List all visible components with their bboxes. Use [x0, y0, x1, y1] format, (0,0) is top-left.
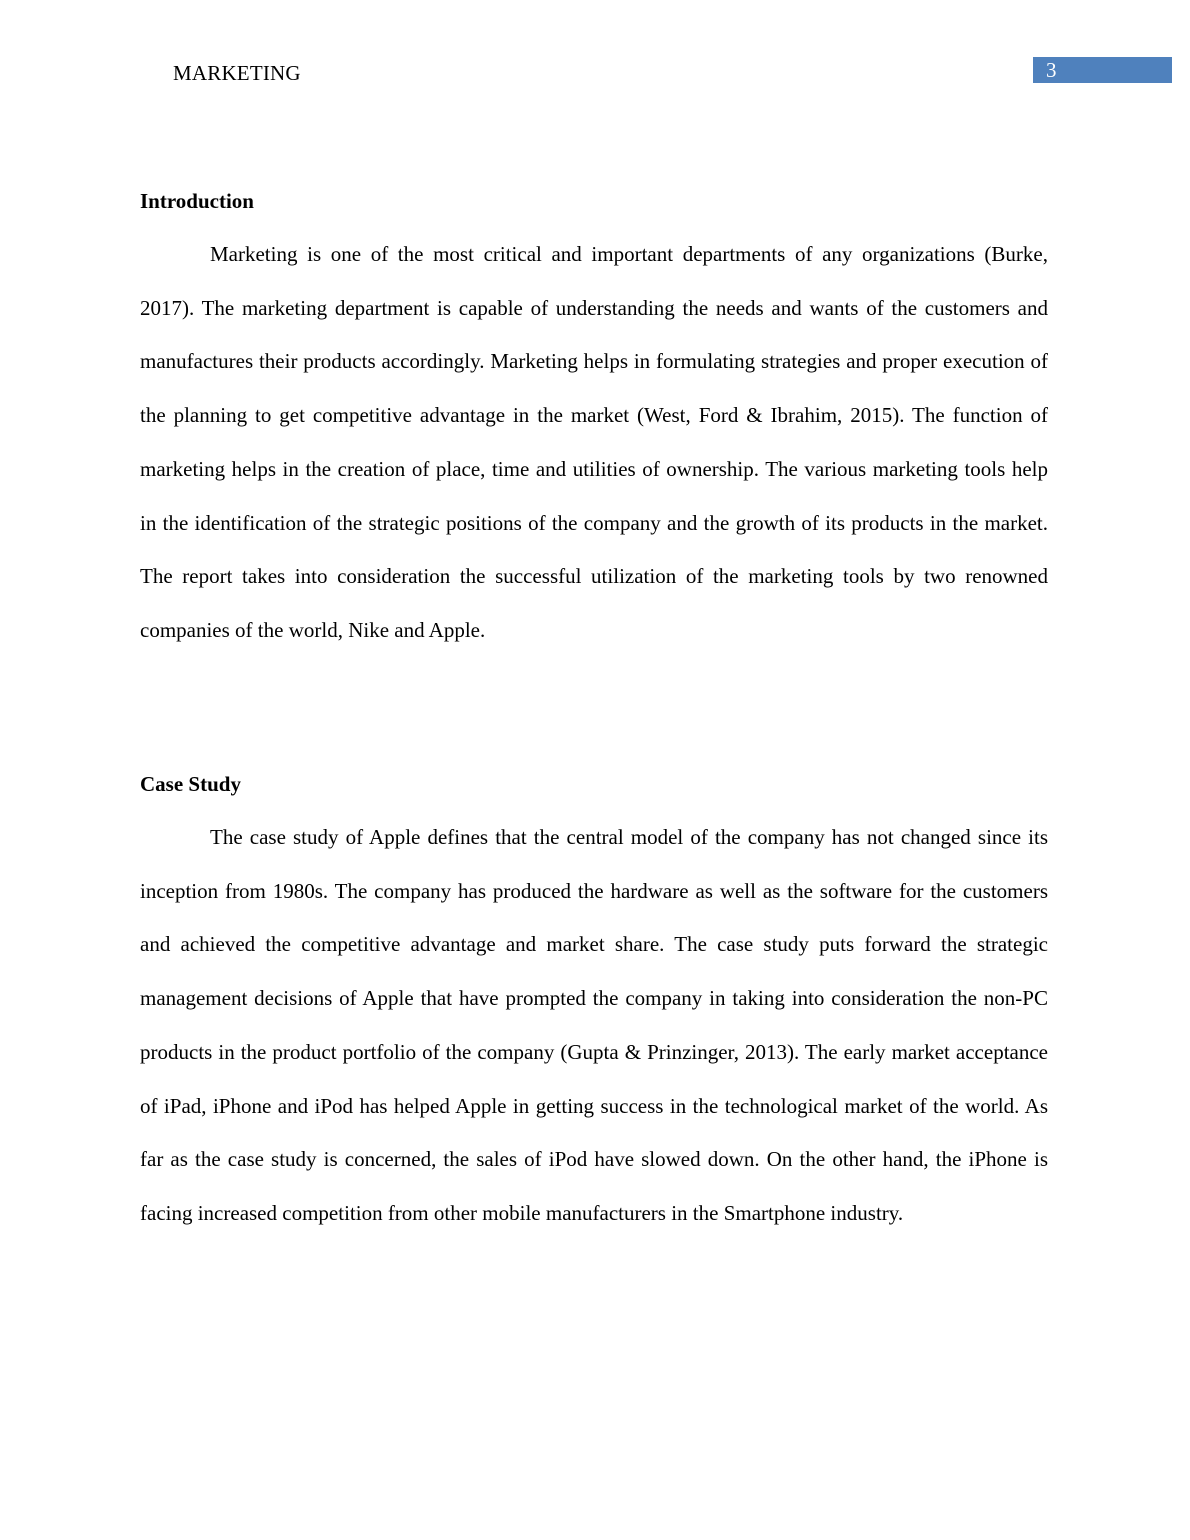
section-paragraph-case-study: The case study of Apple defines that the central model of the company has not changed since its inception from 1980s. The company has produced the hardware as well as the software for the customers and achieved the competitive advantage and market share. The case study puts forward the strategic management decisions of Apple that have prompted the company in taking into consideration the non-PC products in the product portfolio of the company (Gupta & Prinzinger, 2013). The early market acceptance of iPad, iPhone and iPod has helped Apple in getting success in the technological market of the world. As far as the case study is concerned, the sales of iPod have slowed down. On the other hand, the iPhone is facing increased competition from other mobile manufacturers in the Smartphone industry.	[140, 825, 1048, 1225]
page-number: 3	[1046, 58, 1057, 82]
page-number-box	[1033, 57, 1172, 83]
section-heading-introduction: Introduction	[140, 189, 254, 213]
section-heading-case-study: Case Study	[140, 772, 241, 796]
running-head: MARKETING	[173, 61, 301, 85]
section-paragraph-introduction: Marketing is one of the most critical and important departments of any organizations (Burke, 2017). The marketing department is capable of understanding the needs and wants of the customers and manufactures their products accordingly. Marketing helps in formulating strategies and proper execution of the planning to get competitive advantage in the market (West, Ford & Ibrahim, 2015). The function of marketing helps in the creation of place, time and utilities of ownership. The various marketing tools help in the identification of the strategic positions of the company and the growth of its products in the market. The report takes into consideration the successful utilization of the marketing tools by two renowned companies of the world, Nike and Apple.	[140, 242, 1048, 642]
